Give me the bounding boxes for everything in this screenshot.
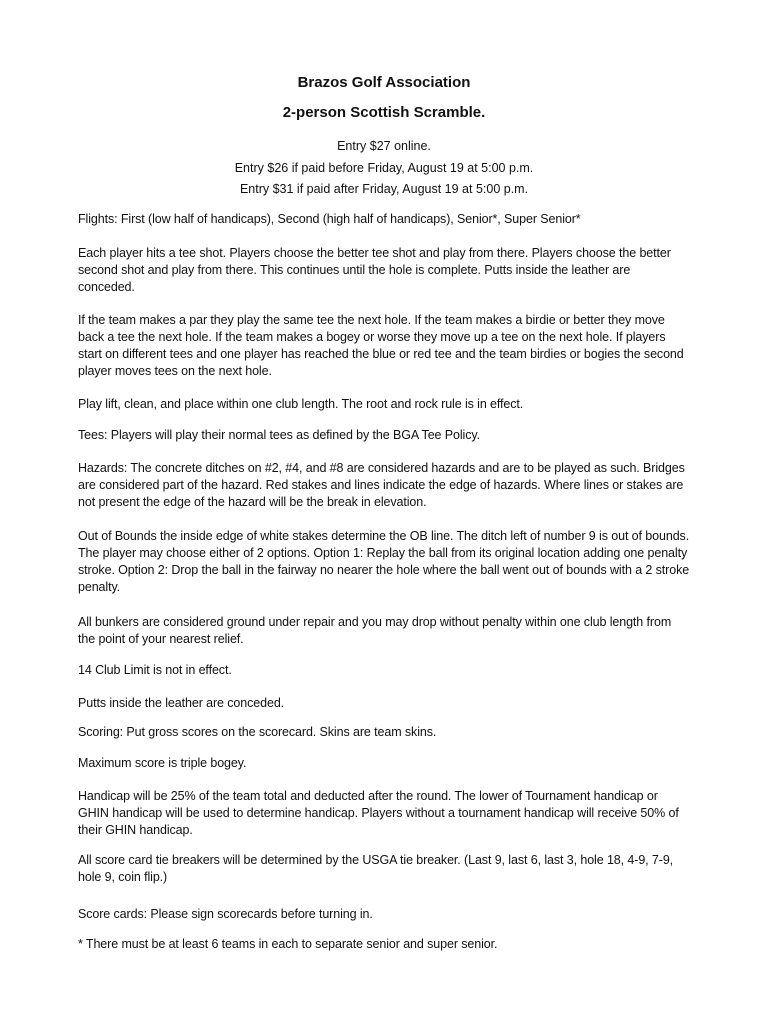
scoring-paragraph: Scoring: Put gross scores on the scorecard. Skins are team skins. xyxy=(78,725,437,739)
putts-paragraph: Putts inside the leather are conceded. xyxy=(78,696,285,710)
footnote-paragraph: * There must be at least 6 teams in each to separate senior and super senior. xyxy=(78,937,498,951)
flights-paragraph: Flights: First (low half of handicaps), Second (high half of handicaps), Senior*, Super Senior* xyxy=(78,212,581,226)
format-paragraph: Each player hits a tee shot. Players choose the better tee shot and play from there. Players choose the better second shot and play from there. This continues until the hole is complete. Putts inside the leather are conceded. xyxy=(78,246,671,294)
document-title: Brazos Golf Association xyxy=(297,74,471,91)
tee-moves-paragraph: If the team makes a par they play the same tee the next hole. If the team makes a birdie or better they move back a tee the next hole. If the team makes a bogey or worse they move up a tee on the next hole. If players start on different tees and one player has reached the blue or red tee and the team birdies or bogies the second player moves tees on the next hole. xyxy=(78,313,684,378)
entry-before-deadline: Entry $26 if paid before Friday, August 19 at 5:00 p.m. xyxy=(234,161,534,175)
score-cards-paragraph: Score cards: Please sign scorecards before turning in. xyxy=(78,907,373,921)
club-limit-paragraph: 14 Club Limit is not in effect. xyxy=(78,663,232,677)
hazards-paragraph: Hazards: The concrete ditches on #2, #4, and #8 are considered hazards and are to be played as such. Bridges are considered part of the hazard. Red stakes and lines indicate the edge of hazards. Where lines or stakes are not present the edge of the hazard will be the break in elevation. xyxy=(78,461,685,509)
lift-clean-paragraph: Play lift, clean, and place within one club length. The root and rock rule is in effect. xyxy=(78,397,524,411)
tie-breakers-paragraph: All score card tie breakers will be determined by the USGA tie breaker. (Last 9, last 6, last 3, hole 18, 4-9, 7-9, hole 9, coin flip.) xyxy=(78,853,674,884)
max-score-paragraph: Maximum score is triple bogey. xyxy=(78,756,247,770)
bunkers-paragraph: All bunkers are considered ground under repair and you may drop without penalty within one club length from the point of your nearest relief. xyxy=(78,615,672,646)
document-subtitle: 2-person Scottish Scramble. xyxy=(282,104,486,121)
entry-online: Entry $27 online. xyxy=(337,139,431,153)
out-of-bounds-paragraph: Out of Bounds the inside edge of white stakes determine the OB line. The ditch left of number 9 is out of bounds. The player may choose either of 2 options. Option 1: Replay the ball from its original location adding one penalty stroke. Option 2: Drop the ball in the fairway no nearer the hole where the ball went out of bounds with a 2 stroke penalty. xyxy=(78,529,690,594)
entry-after-deadline: Entry $31 if paid after Friday, August 19 at 5:00 p.m. xyxy=(239,182,529,196)
handicap-paragraph: Handicap will be 25% of the team total and deducted after the round. The lower of Tournament handicap or GHIN handicap will be used to determine handicap. Players without a tournament handicap will receive 50% of their GHIN handicap. xyxy=(78,789,679,837)
tees-paragraph: Tees: Players will play their normal tees as defined by the BGA Tee Policy. xyxy=(78,428,480,442)
